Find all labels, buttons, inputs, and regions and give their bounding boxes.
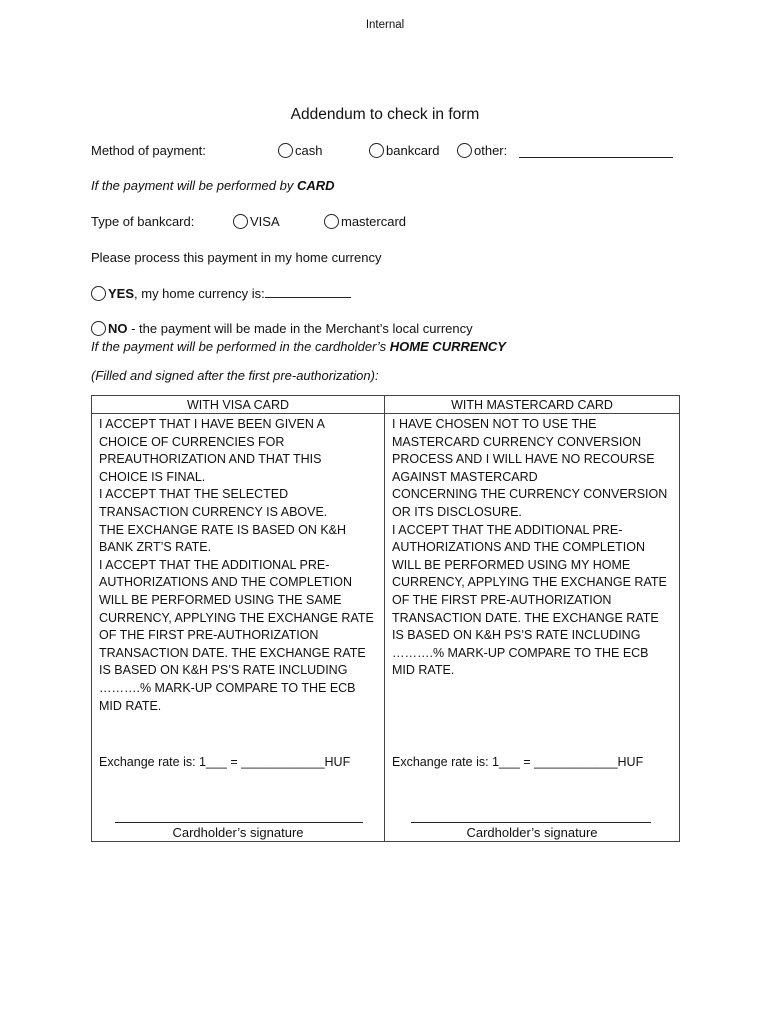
card-note-text: If the payment will be performed by bbox=[91, 178, 297, 193]
currency-prompt: Please process this payment in my home currency bbox=[91, 250, 382, 265]
page-title: Addendum to check in form bbox=[290, 106, 480, 123]
no-label: NO bbox=[108, 321, 128, 336]
card-note-emphasis: CARD bbox=[296, 178, 335, 193]
payment-option-other[interactable] bbox=[457, 143, 507, 158]
bankcard-label: bankcard bbox=[386, 143, 440, 158]
yes-radio[interactable] bbox=[91, 286, 106, 301]
visa-terms-text: I ACCEPT THAT I HAVE BEEN GIVEN A CHOICE OF CURRENCIES FOR PREAUTHORIZATION AND THAT THIS CHOICE IS FINAL. I ACCEPT THAT THE SELECTED TRANSACTION CURRENCY IS ABOVE. THE EXCHANGE RATE IS BASED ON K&H BANK ZRT’S RATE. I ACCEPT THAT THE ADDITIONAL PRE- AUTHORIZATIONS AND THE COMPLETION WILL BE PERFORMED USING THE SAME CURRENCY, APPLYING THE EXCHANGE RATE OF THE FIRST PRE-AUTHORIZATION TRANSACTION DATE. THE EXCHANGE RATE IS BASED ON K&H PS’S RATE INCLUDING ……….% MARK-UP COMPARE TO THE ECB MID RATE. bbox=[99, 417, 374, 713]
currency-option-yes[interactable] bbox=[91, 286, 351, 301]
yes-label: YES bbox=[108, 286, 135, 301]
payment-option-bankcard[interactable] bbox=[369, 143, 439, 158]
visa-signature-line[interactable] bbox=[115, 822, 363, 823]
card-note bbox=[91, 178, 335, 193]
no-radio[interactable] bbox=[91, 321, 106, 336]
mastercard-exchange-rate-line[interactable]: Exchange rate is: 1___ = ____________HUF bbox=[392, 755, 644, 769]
mastercard-signature-line[interactable] bbox=[411, 822, 651, 823]
home-currency-input-line[interactable] bbox=[265, 297, 351, 298]
home-note-text: If the payment will be performed in the cardholder’s bbox=[91, 339, 390, 354]
currency-option-no[interactable] bbox=[91, 321, 473, 336]
no-text: - the payment will be made in the Merchant’s local currency bbox=[127, 321, 473, 336]
mastercard-terms-text: I HAVE CHOSEN NOT TO USE THE MASTERCARD CURRENCY CONVERSION PROCESS AND I WILL HAVE NO RECOURSE AGAINST MASTERCARD CONCERNING THE CURRENCY CONVERSION OR ITS DISCLOSURE. I ACCEPT THAT THE ADDITIONAL PRE- AUTHORIZATIONS AND THE COMPLETION WILL BE PERFORMED USING MY HOME CURRENCY, APPLYING THE EXCHANGE RATE OF THE FIRST PRE-AUTHORIZATION TRANSACTION DATE. THE EXCHANGE RATE IS BASED ON K&H PS’S RATE INCLUDING ……….% MARK-UP COMPARE TO THE ECB MID RATE. bbox=[392, 417, 668, 678]
visa-terms-cell bbox=[92, 414, 385, 842]
mastercard-signature-label: Cardholder’s signature bbox=[466, 825, 598, 840]
payment-option-cash[interactable] bbox=[278, 143, 322, 158]
card-terms-table bbox=[91, 395, 680, 842]
mastercard-radio[interactable] bbox=[324, 214, 339, 229]
home-currency-note bbox=[91, 339, 506, 354]
bankcard-option-mastercard[interactable] bbox=[324, 214, 406, 229]
filled-signed-note: (Filled and signed after the first pre-authorization): bbox=[91, 368, 379, 383]
mastercard-label: mastercard bbox=[341, 214, 407, 229]
visa-signature-label: Cardholder’s signature bbox=[172, 825, 304, 840]
home-note-emphasis: HOME CURRENCY bbox=[389, 339, 506, 354]
yes-text: , my home currency is: bbox=[134, 286, 265, 301]
method-of-payment-label: Method of payment: bbox=[91, 143, 206, 158]
classification-label: Internal bbox=[365, 19, 405, 31]
mastercard-column-header: WITH MASTERCARD CARD bbox=[385, 396, 680, 414]
cash-radio[interactable] bbox=[278, 143, 293, 158]
visa-radio[interactable] bbox=[233, 214, 248, 229]
bankcard-radio[interactable] bbox=[369, 143, 384, 158]
other-input-line[interactable] bbox=[519, 157, 673, 158]
visa-column-header: WITH VISA CARD bbox=[92, 396, 385, 414]
cash-label: cash bbox=[295, 143, 323, 158]
mastercard-terms-cell bbox=[385, 414, 680, 842]
bankcard-option-visa[interactable] bbox=[233, 214, 280, 229]
other-radio[interactable] bbox=[457, 143, 472, 158]
bankcard-type-label: Type of bankcard: bbox=[91, 214, 195, 229]
visa-label: VISA bbox=[250, 214, 280, 229]
visa-exchange-rate-line[interactable]: Exchange rate is: 1___ = ____________HUF bbox=[99, 755, 351, 769]
other-label: other: bbox=[474, 143, 508, 158]
